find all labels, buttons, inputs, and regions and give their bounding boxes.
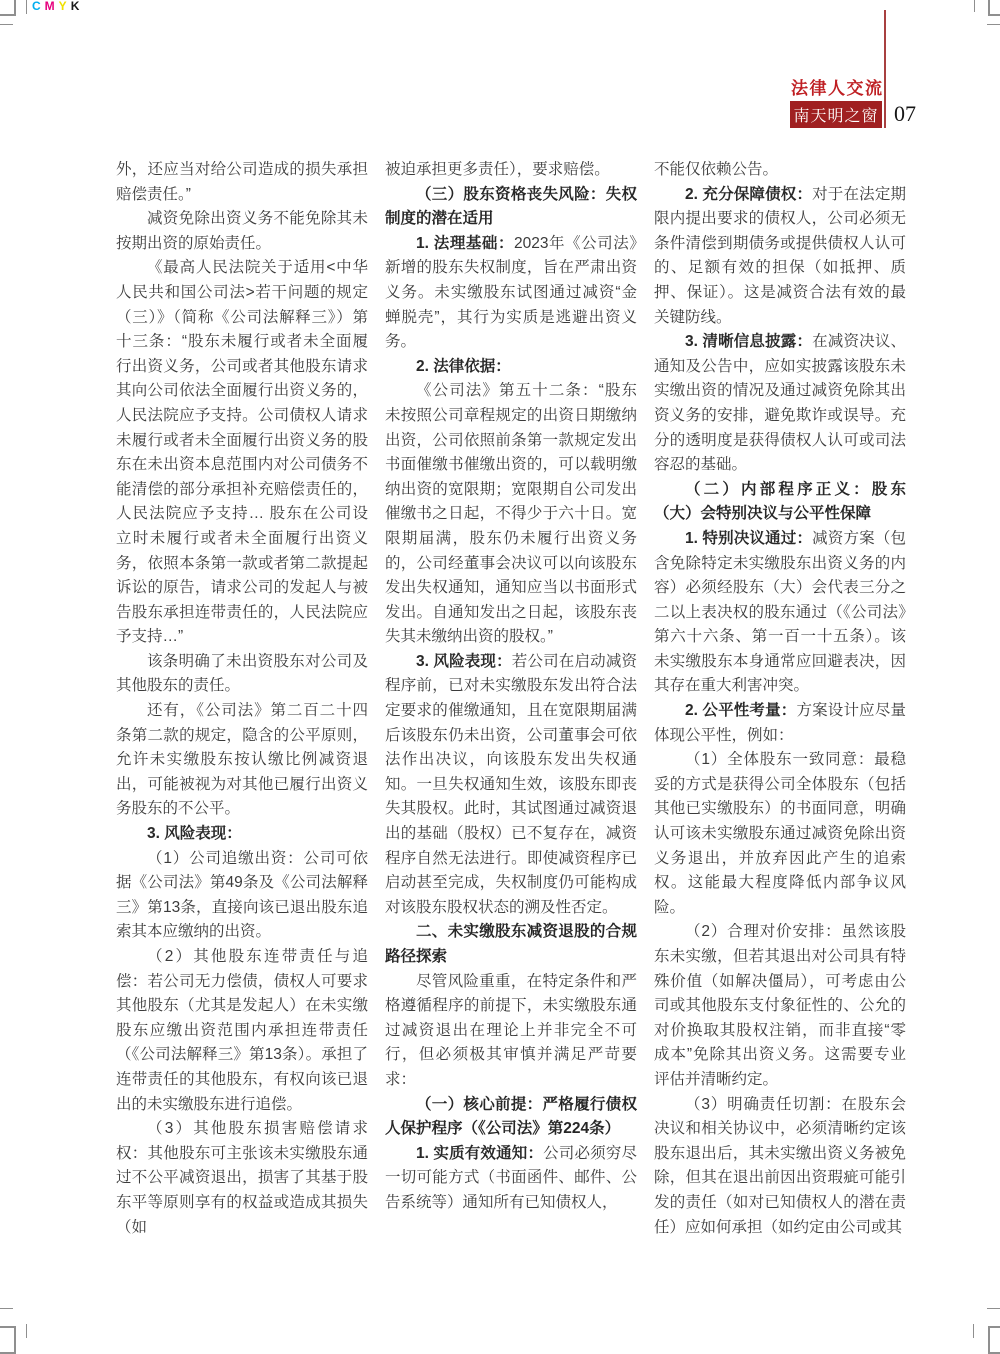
paragraph-lead: 2. 法律依据： (416, 357, 511, 375)
paragraph: 1. 法理基础：2023年《公司法》新增的股东失权制度，旨在严肃出资义务。未实缴股东试图通过减资“金蝉脱壳”，其行为实质是逃避出资义务。 (385, 234, 637, 351)
paragraph: （2）合理对价安排：虽然该股东未实缴，但若其退出对公司具有特殊价值（如解决僵局），可考虑由公司或其他股东支付象征性的、公允的对价换取其股权注销，而非直接“零成本”免除其出资义务。这需要专业评估并清晰约定。 (654, 923, 906, 1088)
crop-line-top-left (0, 24, 13, 25)
paragraph-lead: 3. 清晰信息披露： (685, 333, 813, 351)
paragraph: 2. 充分保障债权：对于在法定期限内提出要求的债权人，公司必须无条件清偿到期债务或提供债权人认可的、足额有效的担保（如抵押、质押、保证）。这是减资合法有效的最关键防线。 (654, 185, 906, 326)
section-heading: （二）内部程序正义：股东（大）会特别决议与公平性保障 (654, 480, 906, 523)
paragraph: 不能仅依赖公告。 (654, 161, 779, 178)
section-heading: （三）股东资格丧失风险：失权制度的潜在适用 (385, 185, 637, 228)
masthead-banner: 南天明之窗 (790, 101, 882, 128)
paragraph-lead: 1. 法理基础： (416, 234, 514, 252)
paragraph: 1. 特别决议通过：减资方案（包含免除特定未实缴股东出资义务的内容）必须经股东（大）会代表三分之二以上表决权的股东通过（《公司法》第六十六条、第一百一十五条）。该未实缴股东本身通常应回避表决，因其存在重大利害冲突。 (654, 529, 906, 695)
paragraph: （1）全体股东一致同意：最稳妥的方式是获得公司全体股东（包括其他已实缴股东）的书面同意，明确认可该未实缴股东通过减资免除出资义务退出，并放弃因此产生的追索权。这能最大程度降低内部争议风险。 (654, 751, 906, 916)
crop-tick-top-right (974, 0, 975, 12)
header-divider-rule (884, 10, 886, 128)
article-column (116, 158, 368, 1240)
paragraph: （1）公司追缴出资：公司可依据《公司法》第49条及《公司法解释三》第13条，直接向该已退出股东追索其本应缴纳的出资。 (116, 849, 368, 941)
paragraph: 3. 清晰信息披露：在减资决议、通知及公告中，应如实披露该股东未实缴出资的情况及通过减资免除其出资义务的安排，避免欺诈或误导。充分的透明度是获得债权人认可或司法容忍的基础。 (654, 333, 906, 474)
crop-line-bottom-right (987, 1308, 1000, 1309)
page-number: 07 (894, 101, 916, 126)
crop-mark-bottom-left (0, 1326, 16, 1354)
paragraph: 2. 公平性考量：方案设计应尽量体现公平性，例如： (654, 702, 906, 744)
crop-mark-top-right (988, 0, 1000, 16)
paragraph: 1. 实质有效通知：公司必须穷尽一切可能方式（书面函件、邮件、公告系统等）通知所有已知债权人， (385, 1144, 637, 1211)
cmyk-c: C (32, 0, 45, 13)
paragraph (385, 355, 637, 380)
crop-tick-bottom-right (973, 1324, 974, 1338)
paragraph: 还有，《公司法》第二百二十四条第二款的规定，隐含的公平原则，允许未实缴股东按认缴比例减资退出，可能被视为对其他已履行出资义务股东的不公平。 (116, 702, 368, 818)
cmyk-y: Y (58, 0, 71, 13)
crop-tick-bottom-left (26, 1324, 27, 1338)
section-heading: （一）核心前提：严格履行债权人保护程序（《公司法》第224条） (385, 1095, 637, 1138)
cmyk-label (32, 0, 83, 13)
paragraph: 3. 风险表现：若公司在启动减资程序前，已对未实缴股东发出符合法定要求的催缴通知，且在宽限期届满后该股东仍未出资，公司董事会可依法作出决议，向该股东发出失权通知。一旦失权通知生效，该股东即丧失其股权。此时，其试图通过减资退出的基础（股权）已不复存在，减资程序自然无法进行。即使减资程序已启动甚至完成，失权制度仍可能构成对该股东股权状态的溯及性否定。 (385, 652, 637, 916)
paragraph: 外，还应当对给公司造成的损失承担赔偿责任。” (116, 161, 368, 203)
crop-line-bottom-left (0, 1308, 13, 1309)
paragraph-lead: 2. 公平性考量： (685, 702, 797, 720)
crop-line-top-right (987, 24, 1000, 25)
section-heading: 二、未实缴股东减资退股的合规路径探索 (385, 923, 637, 965)
paragraph-lead: 3. 风险表现： (416, 652, 512, 670)
paragraph: （2）其他股东连带责任与追偿：若公司无力偿债，债权人可要求其他股东（尤其是发起人）在未实缴股东应缴出资范围内承担连带责任（《公司法解释三》第13条）。承担了连带责任的其他股东，有权向该已退出的未实缴股东进行追偿。 (116, 948, 368, 1113)
paragraph: 尽管风险重重，在特定条件和严格遵循程序的前提下，未实缴股东通过减资退出在理论上并非完全不可行，但必须极其审慎并满足严苛要求： (385, 972, 637, 1088)
paragraph: 《公司法》第五十二条：“股东未按照公司章程规定的出资日期缴纳出资，公司依照前条第一款规定发出书面催缴书催缴出资的，可以载明缴纳出资的宽限期；宽限期自公司发出催缴书之日起，不得少于六十日。宽限期届满，股东仍未履行出资义务的，公司经董事会决议可以向该股东发出失权通知，通知应当以书面形式发出。自通知发出之日起，该股东丧失其未缴纳出资的股权。” (385, 382, 637, 646)
paragraph-lead: 2. 充分保障债权： (685, 185, 813, 203)
cmyk-k: K (70, 0, 84, 13)
paragraph: （3）明确责任切割：在股东会决议和相关协议中，必须清晰约定该股东退出后，其未实缴出资义务被免除，但其在退出前因出资瑕疵可能引发的责任（如对已知债权人的潜在责任）应如何承担（如约定由公司或其 (654, 1095, 906, 1236)
paragraph: 减资免除出资义务不能免除其未按期出资的原始责任。 (116, 210, 368, 252)
paragraph: （3）其他股东损害赔偿请求权：其他股东可主张该未实缴股东通过不公平减资退出，损害了其基于股东平等原则享有的权益或造成其损失（如 (116, 1120, 368, 1236)
paragraph (116, 822, 368, 847)
cmyk-m: M (44, 0, 59, 13)
article-column (654, 158, 906, 1240)
crop-mark-bottom-right (988, 1326, 1000, 1354)
paragraph: 被迫承担更多责任），要求赔偿。 (385, 161, 610, 178)
paragraph: 该条明确了未出资股东对公司及其他股东的责任。 (116, 652, 368, 695)
crop-mark-top-left (0, 0, 16, 16)
paragraph: 《最高人民法院关于适用<中华人民共和国公司法>若干问题的规定（三）》（简称《公司法解释三》）第十三条：“股东未履行或者未全面履行出资义务，公司或者其他股东请求其向公司依法全面履行出资义务的，人民法院应予支持。公司债权人请求未履行或者未全面履行出资义务的股东在未出资本息范围内对公司债务不能清偿的部分承担补充赔偿责任的，人民法院应予支持… 股东在公司设立时未履行或者未全面履行出资义务，依照本条第一款或者第二款提起诉讼的原告，请求公司的发起人与被告股东承担连带责任的，人民法院应予支持…” (116, 259, 368, 646)
article-columns (116, 158, 906, 1240)
article-column (385, 158, 637, 1240)
section-title: 法律人交流 (791, 79, 884, 98)
paragraph-lead: 1. 实质有效通知： (416, 1144, 544, 1162)
paragraph-lead: 1. 特别决议通过： (685, 529, 813, 547)
crop-tick-top-left (26, 0, 27, 14)
paragraph-lead: 3. 风险表现： (147, 825, 242, 843)
